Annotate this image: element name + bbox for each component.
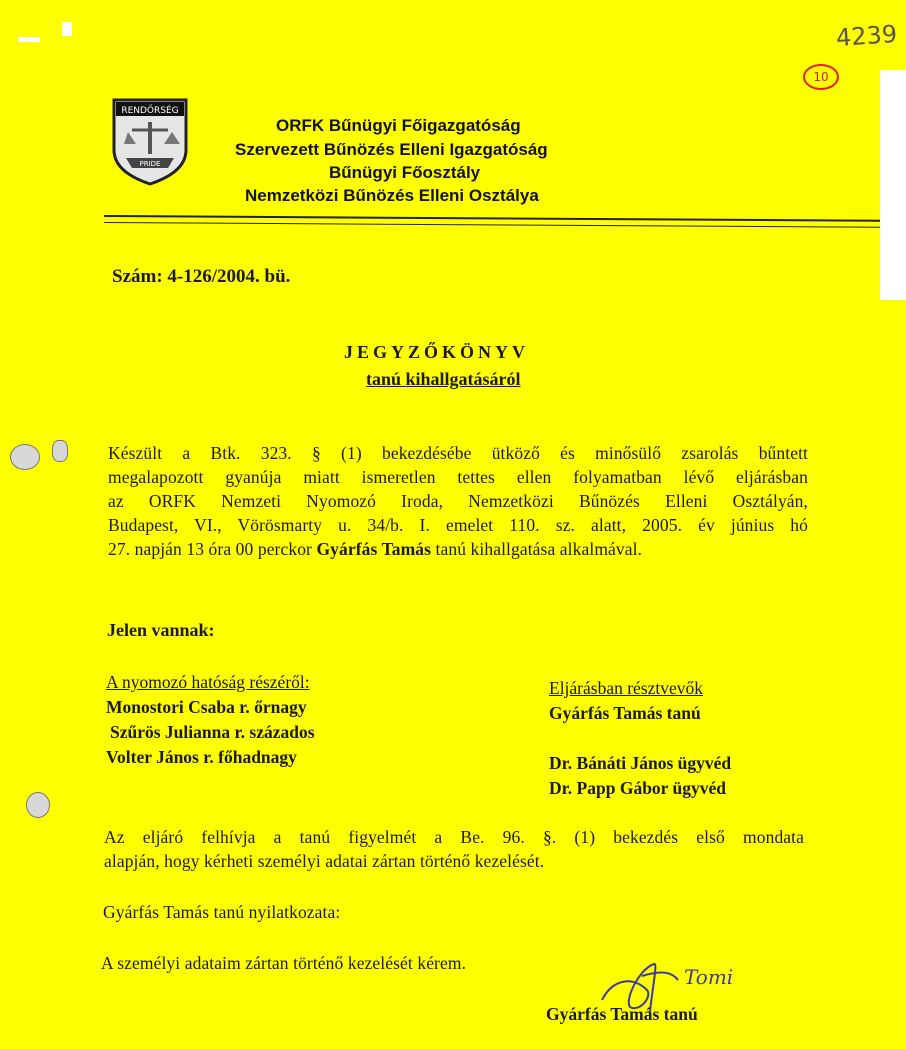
police-logo (108, 94, 192, 186)
circled-number-text: 10 (813, 70, 829, 84)
police-logo-bottom-text: PRIDE (139, 160, 161, 168)
participants-heading: Eljárásban résztvevők (549, 678, 704, 698)
participants-column (549, 676, 731, 801)
intro-line: az ORFK Nemzeti Nyomozó Iroda, Nemzetközi Bűnözés Elleni Osztályán, (108, 491, 808, 511)
margin-stamp (26, 792, 50, 818)
authority-heading: A nyomozó hatóság részéről: (106, 672, 310, 692)
document-title: JEGYZŐKÖNYV (344, 342, 530, 362)
signature-scrawl-text: Tomi (684, 965, 734, 989)
authority-member: Volter János r. főhadnagy (106, 747, 297, 767)
scan-margin (880, 70, 906, 300)
intro-line (108, 537, 808, 561)
notice-paragraph (104, 825, 804, 873)
document-subtitle: tanú kihallgatásáról (366, 369, 521, 389)
statement-text: A személyi adataim zártan történő kezelését kérem. (101, 953, 467, 973)
margin-stamp (52, 440, 68, 462)
reference-number: Szám: 4-126/2004. bü. (112, 266, 291, 287)
authority-column (106, 670, 315, 770)
spacer (549, 726, 731, 751)
intro-date-text: 27. napján 13 óra 00 perckor (108, 539, 312, 559)
present-heading: Jelen vannak: (107, 620, 215, 640)
notice-line: Az eljáró felhívja a tanú figyelmét a Be. 96. §. (1) bekezdés első mondata (104, 827, 804, 847)
header-line-2: Szervezett Bűnözés Elleni Igazgatóság (235, 140, 548, 159)
notice-line: alapján, hogy kérheti személyi adatai zártan történő kezelését. (104, 851, 545, 871)
authority-member: Monostori Csaba r. őrnagy (106, 697, 307, 717)
statement-heading: Gyárfás Tamás tanú nyilatkozata: (103, 902, 341, 922)
scan-mark (62, 22, 72, 36)
signature-name: Gyárfás Tamás tanú (546, 1004, 698, 1024)
handwritten-page-number: 4239 (835, 19, 898, 53)
header-line-1: ORFK Bűnügyi Főigazgatóság (276, 116, 521, 135)
intro-closing-text: tanú kihallgatása alkalmával. (435, 539, 643, 559)
intro-line: Budapest, VI., Vörösmarty u. 34/b. I. emelet 110. sz. alatt, 2005. év június hó (108, 515, 808, 535)
intro-paragraph (108, 441, 808, 561)
witness-name: Gyárfás Tamás (316, 539, 432, 559)
intro-line: megalapozott gyanúja miatt ismeretlen tettes ellen folyamatban lévő eljárásban (108, 467, 808, 487)
scan-mark (18, 37, 40, 42)
police-logo-top-text: RENDŐRSÉG (121, 106, 179, 116)
header-divider (104, 215, 880, 222)
participant-lawyer: Dr. Papp Gábor ügyvéd (549, 778, 726, 798)
intro-line: Készült a Btk. 323. § (1) bekezdésébe ütköző és minősülő zsarolás bűntett (108, 443, 808, 463)
header-line-3: Bűnügyi Főosztály (329, 163, 481, 182)
header-line-4: Nemzetközi Bűnözés Elleni Osztálya (245, 186, 539, 205)
authority-member: Szűrös Julianna r. százados (110, 722, 315, 742)
participant-lawyer: Dr. Bánáti János ügyvéd (549, 753, 732, 773)
header-divider-thin (104, 222, 880, 228)
circled-number (803, 64, 839, 90)
participant-witness: Gyárfás Tamás tanú (549, 703, 701, 723)
margin-stamp (10, 444, 40, 470)
